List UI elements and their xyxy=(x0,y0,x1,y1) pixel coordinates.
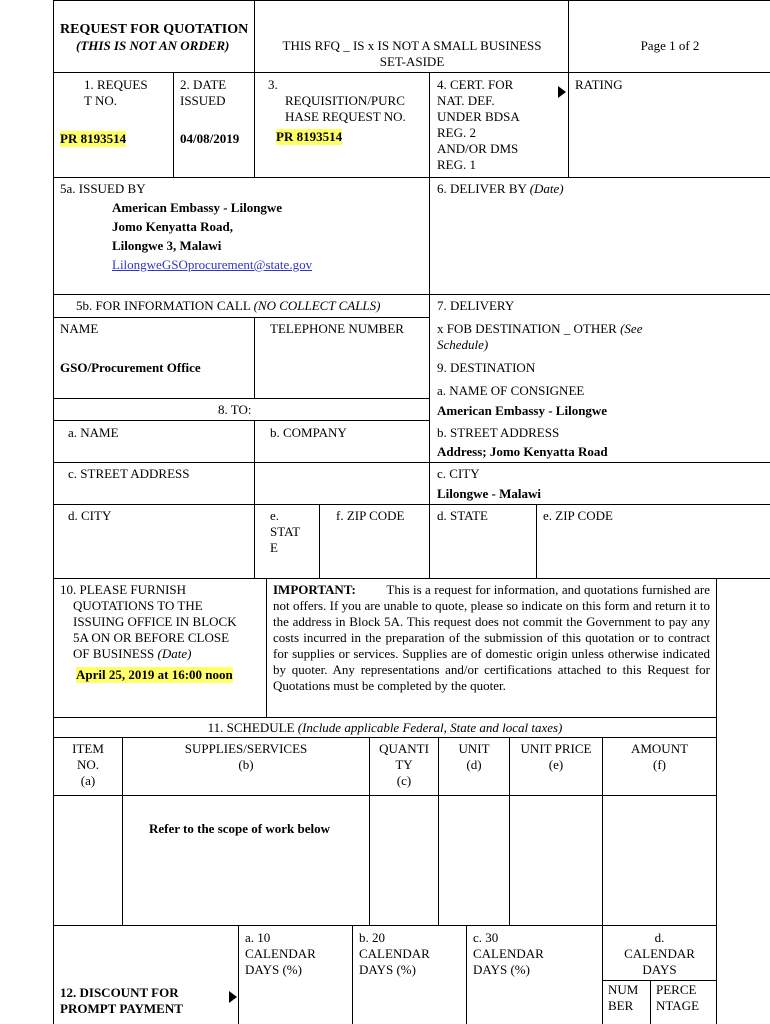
destination-street-value: Address; Jomo Kenyatta Road xyxy=(437,444,608,459)
to-state-label: e. STAT E xyxy=(270,508,301,555)
delivery-label: 7. DELIVERY xyxy=(437,298,515,313)
to-name-label: a. NAME xyxy=(68,425,119,440)
contact-name-label: NAME xyxy=(60,321,99,336)
arrow-right-icon xyxy=(558,86,566,98)
destination-city-value: Lilongwe - Malawi xyxy=(437,486,541,501)
destination-state-label: d. STATE xyxy=(437,508,488,523)
to-label: 8. TO: xyxy=(218,402,252,417)
delivery-option-hint: Schedule) xyxy=(437,337,489,352)
issued-by-email-link[interactable]: LilongweGSOprocurement@state.gov xyxy=(112,257,313,272)
col-supplies-services: SUPPLIES/SERVICES (b) xyxy=(184,741,308,772)
issued-by-city: Lilongwe 3, Malawi xyxy=(112,238,222,253)
request-no-value[interactable]: PR 8193514 xyxy=(60,131,127,146)
discount-calendar-days: d. CALENDAR DAYS xyxy=(624,930,695,977)
col-item-no: ITEM NO. (a) xyxy=(72,741,104,788)
discount-30-days: c. 30 CALENDAR DAYS (%) xyxy=(473,930,544,977)
issued-by-name: American Embassy - Lilongwe xyxy=(112,200,283,215)
col-unit: UNIT (d) xyxy=(458,741,490,772)
to-company-label: b. COMPANY xyxy=(270,425,347,440)
col-amount: AMOUNT (f) xyxy=(630,741,689,772)
requisition-purchase-label: REQUISITION/PURC HASE REQUEST NO. xyxy=(285,93,406,124)
delivery-option[interactable]: x FOB DESTINATION _ OTHER (See xyxy=(437,321,643,336)
important-notice: IMPORTANT: This is a request for information, and quotations furnished are not offers. If you are unable to quote, please so indicate on this form and return it to the address in Block 5A. This request does not commit the Government to pay any costs incurred in the preparation of the submission of this quotation or to contract for supplies or services. Supplies are of domestic origin unless otherwise indicated by quoter. Any representations and/or certifications attached to this Request for Quotations must be completed by the quoter. xyxy=(273,582,711,693)
information-call-label: 5b. FOR INFORMATION CALL (NO COLLECT CALLS) xyxy=(76,298,381,313)
schedule-label: 11. SCHEDULE (Include applicable Federal, State and local taxes) xyxy=(207,720,563,735)
rfq-set-aside-line1: THIS RFQ _ IS x IS NOT A SMALL BUSINESS xyxy=(282,38,542,53)
to-city-label: d. CITY xyxy=(68,508,112,523)
destination-street-label: b. STREET ADDRESS xyxy=(437,425,560,440)
scope-of-work-note: Refer to the scope of work below xyxy=(149,821,330,836)
col-unit-price: UNIT PRICE (e) xyxy=(520,741,592,772)
requisition-purchase-value[interactable]: PR 8193514 xyxy=(276,129,343,144)
discount-number-label: NUM BER xyxy=(608,982,639,1013)
form-subtitle: (THIS IS NOT AN ORDER) xyxy=(76,38,230,53)
telephone-number-label: TELEPHONE NUMBER xyxy=(270,321,404,336)
quotation-deadline: April 25, 2019 at 16:00 noon xyxy=(76,667,233,682)
discount-20-days: b. 20 CALENDAR DAYS (%) xyxy=(359,930,430,977)
furnish-quotations-label: 10. PLEASE FURNISH QUOTATIONS TO THE ISSUING OFFICE IN BLOCK 5A ON OR BEFORE CLOSE OF BUSINESS (Date) xyxy=(60,582,237,661)
form-title: REQUEST FOR QUOTATION xyxy=(60,22,249,37)
destination-zip-label: e. ZIP CODE xyxy=(543,508,613,523)
issued-by-street: Jomo Kenyatta Road, xyxy=(112,219,233,234)
discount-percentage-label: PERCE NTAGE xyxy=(656,982,700,1013)
requisition-number-label: 3. xyxy=(268,77,278,92)
destination-city-label: c. CITY xyxy=(437,466,480,481)
contact-name-value: GSO/Procurement Office xyxy=(60,360,201,375)
col-quantity: QUANTI TY (c) xyxy=(379,741,429,788)
consignee-name-value: American Embassy - Lilongwe xyxy=(437,403,608,418)
arrow-right-icon xyxy=(229,991,237,1003)
consignee-name-label: a. NAME OF CONSIGNEE xyxy=(437,383,585,398)
to-zip-label: f. ZIP CODE xyxy=(336,508,405,523)
destination-label: 9. DESTINATION xyxy=(437,360,536,375)
to-street-label: c. STREET ADDRESS xyxy=(68,466,190,481)
request-no-label: 1. REQUES T NO. xyxy=(84,77,148,108)
date-issued-label: 2. DATE ISSUED xyxy=(180,77,227,108)
rfq-set-aside-line2: SET-ASIDE xyxy=(379,54,445,69)
discount-10-days: a. 10 CALENDAR DAYS (%) xyxy=(245,930,316,977)
prompt-payment-discount-label: 12. DISCOUNT FOR PROMPT PAYMENT xyxy=(60,985,183,1016)
cert-national-defense-label: 4. CERT. FOR NAT. DEF. UNDER BDSA REG. 2 AND/OR DMS REG. 1 xyxy=(437,77,520,172)
rating-label: RATING xyxy=(575,77,623,92)
deliver-by-label: 6. DELIVER BY (Date) xyxy=(437,181,564,196)
issued-by-label: 5a. ISSUED BY xyxy=(60,181,146,196)
date-issued-value[interactable]: 04/08/2019 xyxy=(180,131,240,146)
page-number: Page 1 of 2 xyxy=(640,38,700,53)
